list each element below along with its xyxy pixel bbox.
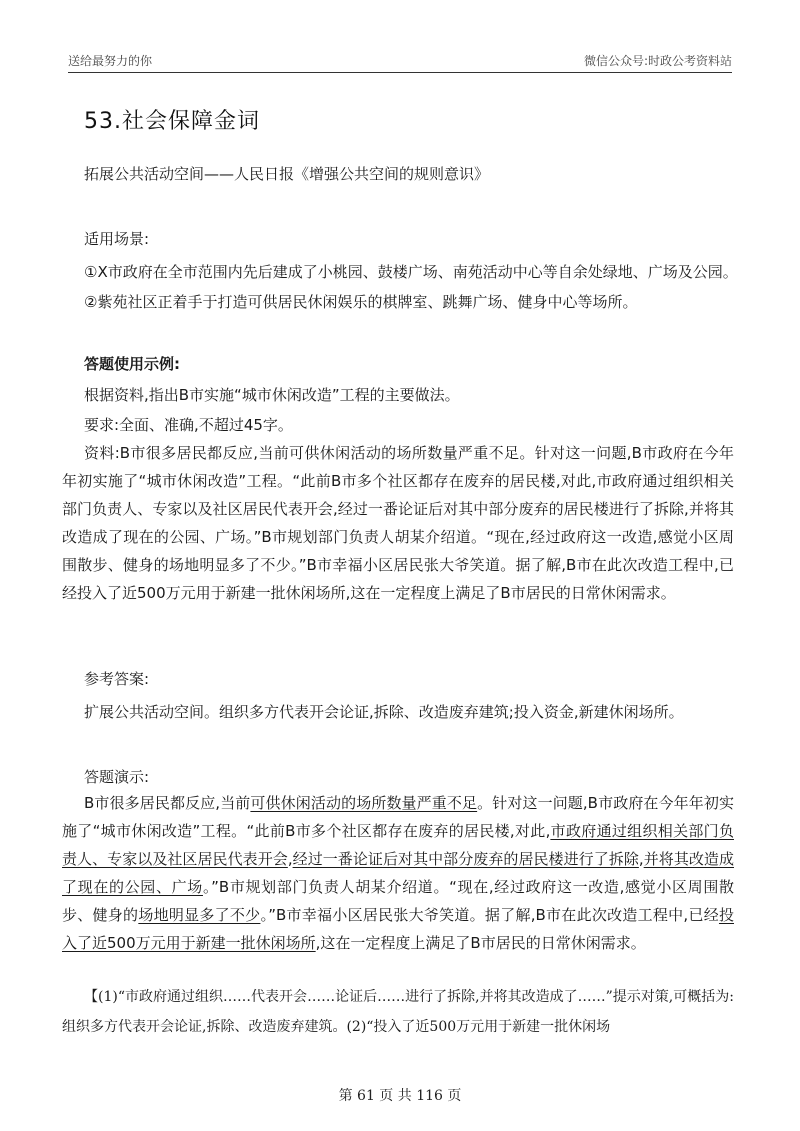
scene-item-2: ②紫苑社区正着手于打造可供居民休闲娱乐的棋牌室、跳舞广场、健身中心等场所。 <box>84 293 638 311</box>
demo-heading: 答题演示: <box>84 768 150 786</box>
demo-underline-3: 经过一番论证后对其中部分废弃的居民楼进行了拆除 <box>292 850 639 868</box>
answer-text: 扩展公共活动空间。组织多方代表开会论证,拆除、改造废弃建筑;投入资金,新建休闲场所。 <box>84 703 684 721</box>
demo-seg-7: ,这在一定程度上满足了B市居民的日常休闲需求。 <box>315 934 646 952</box>
answer-heading: 参考答案: <box>84 670 150 688</box>
scene-item-1: ①X市政府在全市范围内先后建成了小桃园、鼓楼广场、南苑活动中心等自余处绿地、广场及公园。 <box>84 263 738 281</box>
demo-underline-2: 市政府通过组织相关部门负责人、专家以及社区居民代表开会 <box>62 822 734 868</box>
demo-underline-6: 投入了近500万元用于新建一批休闲场所 <box>62 906 734 952</box>
page-footer: 第 61 页 共 116 页 <box>338 1088 462 1104</box>
demo-underline-1: 可供休闲活动的场所数量严重不足 <box>250 794 478 812</box>
demo-seg-3: , <box>287 850 293 868</box>
example-material: 资料:B市很多居民都反应,当前可供休闲活动的场所数量严重不足。针对这一问题,B市政府在今年年初实施了“城市休闲改造”工程。“此前B市多个社区都存在废弃的居民楼,对此,市政府通过组织相关部门负责人、专家以及社区居民代表开会,经过一番论证后对其中部分废弃的居民楼进行了拆除,并将其改造成了现在的公园、广场。”B市规划部门负责人胡某介绍道。“现在,经过政府这一改造,感觉小区周围散步、健身的场地明显多了不少。”B市幸福小区居民张大爷笑道。据了解,B市在此次改造工程中,已经投入了近500万元用于新建一批休闲场所,这在一定程度上满足了B市居民的日常休闲需求。 <box>62 444 734 602</box>
example-question: 根据资料,指出B市实施“城市休闲改造”工程的主要做法。 <box>84 386 460 404</box>
demo-seg-6: 。”B市幸福小区居民张大爷笑道。据了解,B市在此次改造工程中,已经 <box>260 906 719 924</box>
page-header <box>68 50 732 73</box>
example-requirement: 要求:全面、准确,不超过45字。 <box>84 416 293 434</box>
source-line: 拓展公共活动空间——人民日报《增强公共空间的规则意识》 <box>84 165 490 183</box>
demo-paragraph <box>62 789 734 957</box>
scenes-heading: 适用场景: <box>84 230 150 248</box>
header-left-text: 送给最努力的你 <box>68 54 153 68</box>
demo-underline-5: 场地明显多了不少 <box>138 906 261 924</box>
demo-seg-4: , <box>638 850 644 868</box>
example-heading: 答题使用示例: <box>84 355 180 373</box>
demo-seg-2: 。针对这一问题,B市政府在今年年初实施了“城市休闲改造”工程。“此前B市多个社区都存在废弃的居民楼,对此, <box>62 794 734 840</box>
demo-seg-5: 。”B市规划部门负责人胡某介绍道。“现在,经过政府这一改造,感觉小区周围散步、健身的 <box>62 878 734 924</box>
demo-underline-4: 并将其改造成了现在的公园、广场 <box>62 850 734 896</box>
analysis-note: 【(1)“市政府通过组织……代表开会……论证后……进行了拆除,并将其改造成了……”提示对策,可概括为:组织多方代表开会论证,拆除、改造废弃建筑。(2)“投入了近500万元用于新建一批休闲场 <box>62 989 734 1035</box>
page-title: 53.社会保障金词 <box>84 109 260 134</box>
header-right-text: 微信公众号:时政公考资料站 <box>583 54 732 68</box>
demo-seg-1: B市很多居民都反应,当前 <box>84 794 251 812</box>
